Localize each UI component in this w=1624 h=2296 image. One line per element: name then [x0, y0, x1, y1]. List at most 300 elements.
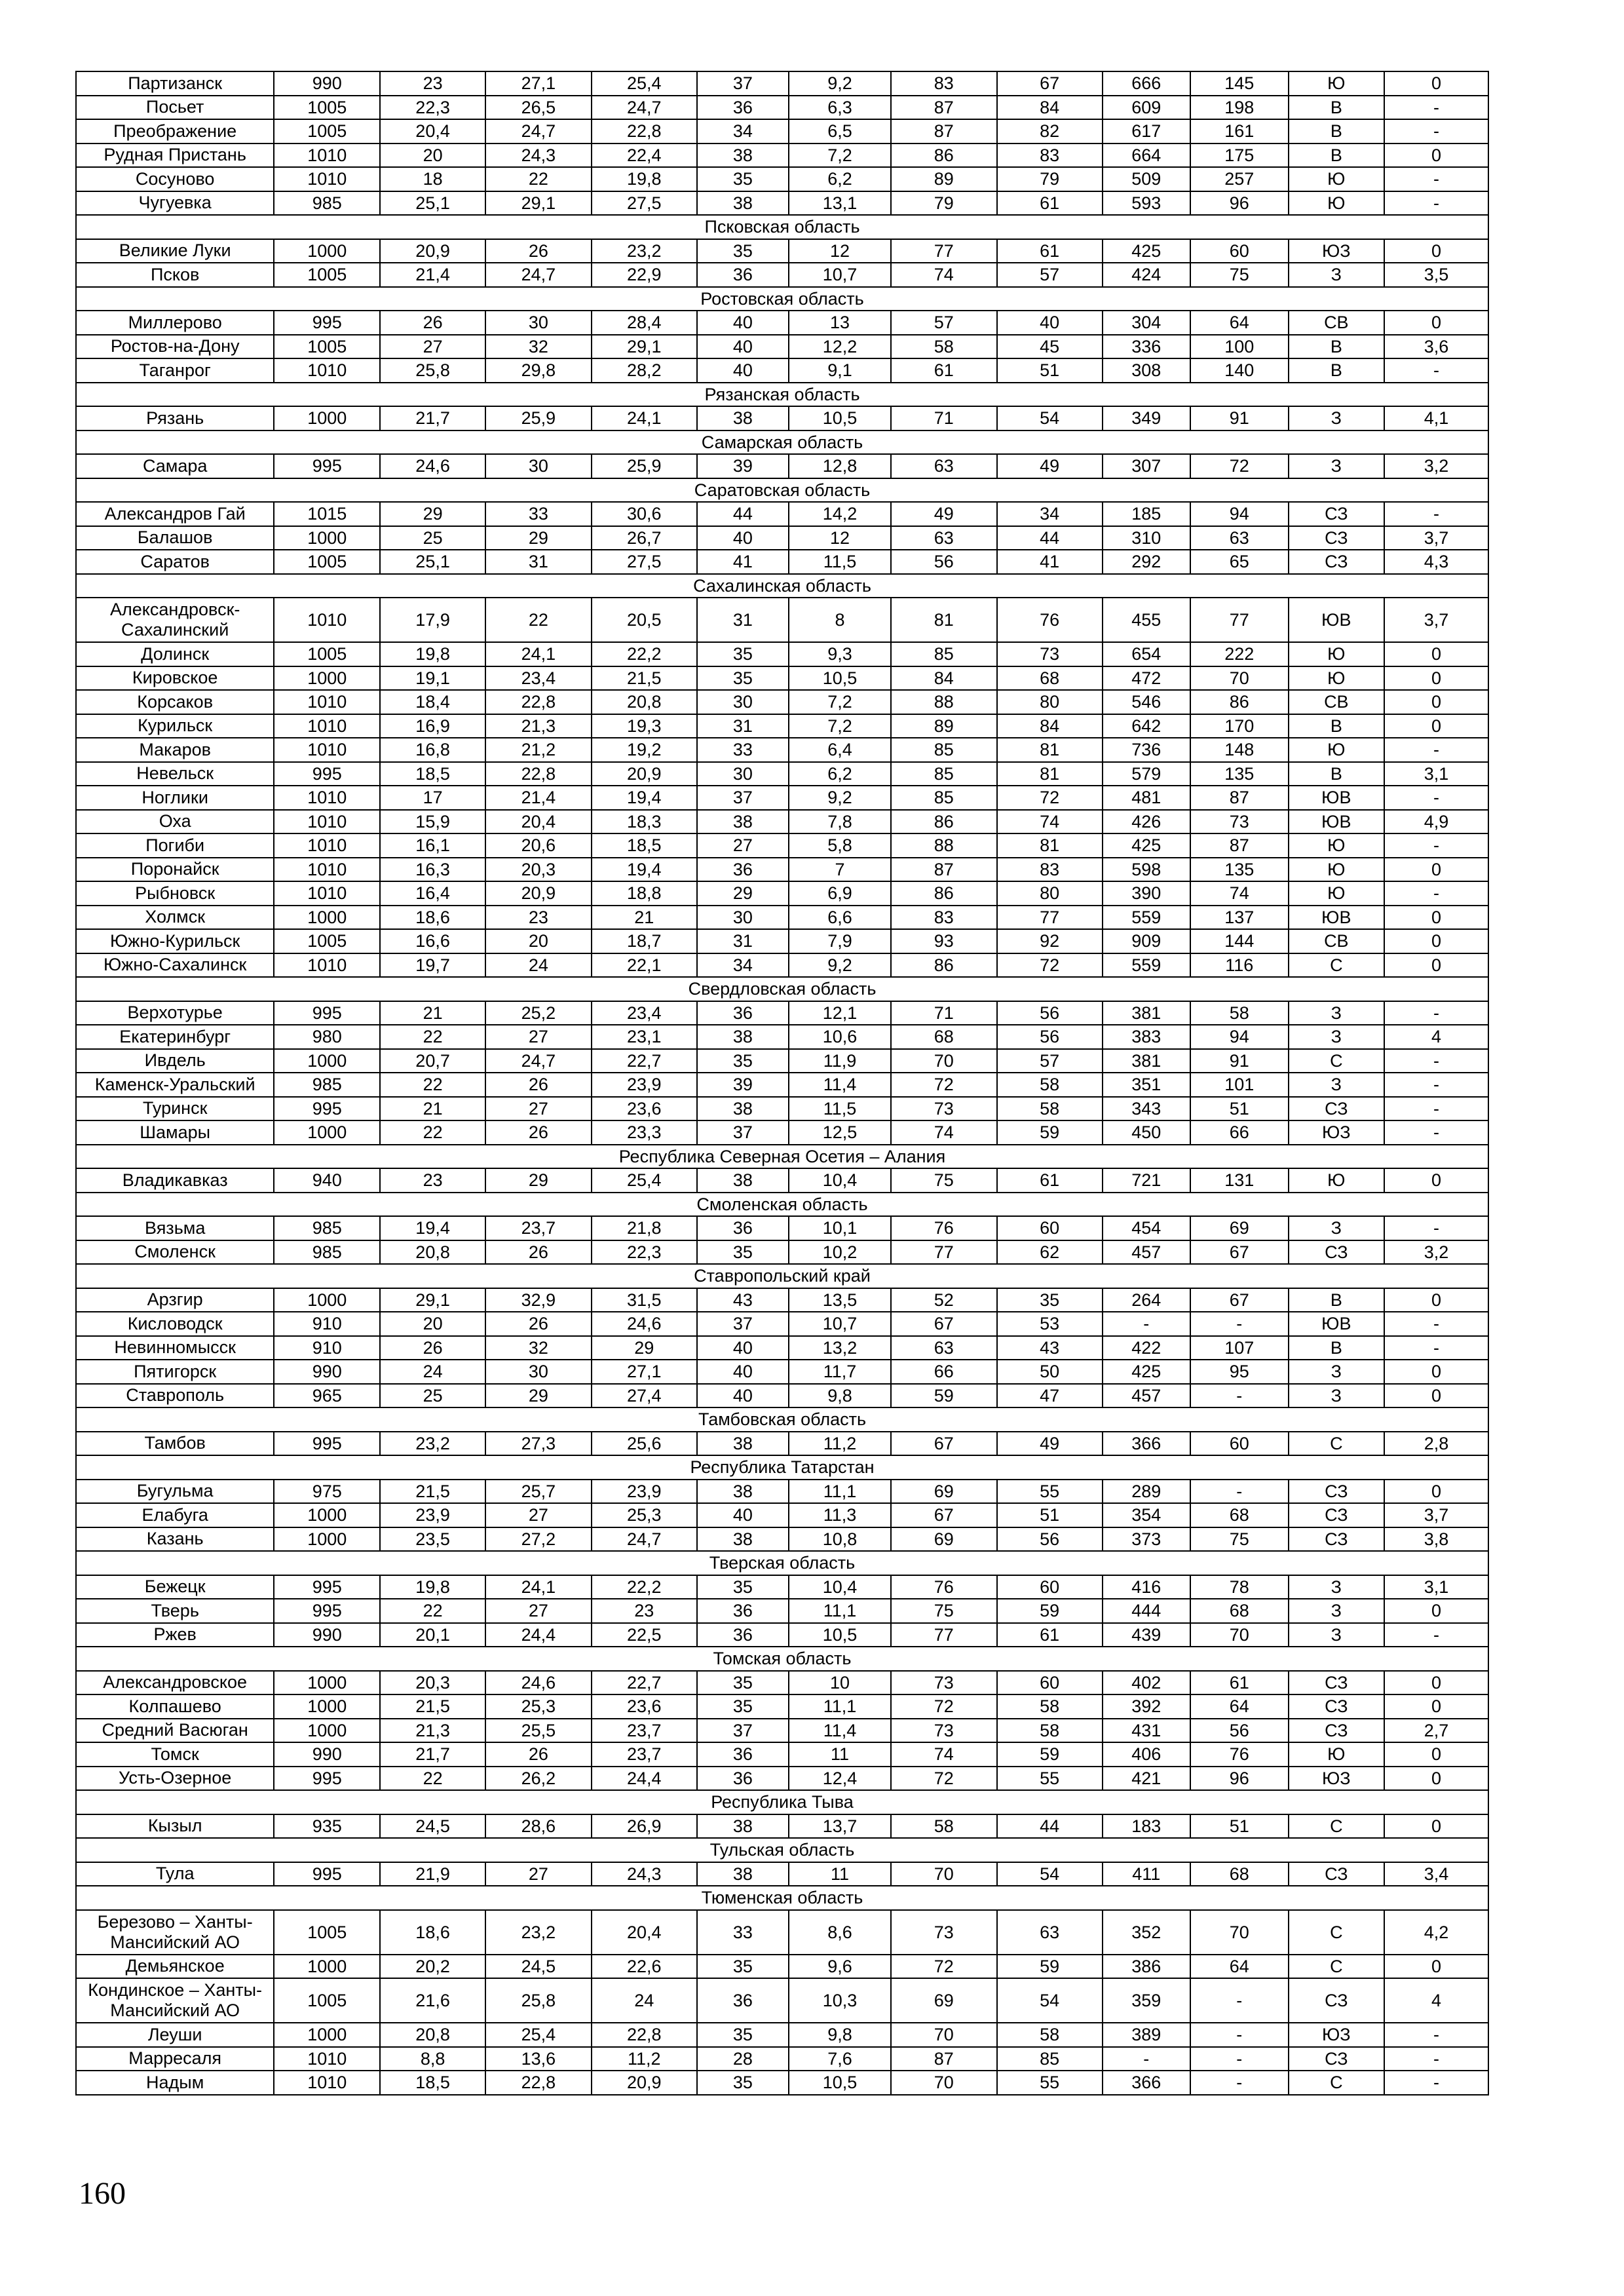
- table-cell: 75: [891, 1168, 997, 1193]
- table-cell: 425: [1103, 239, 1190, 263]
- station-name: Кызыл: [76, 1814, 274, 1839]
- table-cell: 0: [1384, 929, 1488, 953]
- station-name: Смоленск: [76, 1240, 274, 1265]
- table-cell: 140: [1190, 358, 1289, 383]
- table-cell: 25,9: [592, 454, 697, 478]
- table-cell: 25: [380, 526, 485, 550]
- table-cell: 1005: [274, 335, 380, 359]
- table-cell: 60: [997, 1216, 1103, 1240]
- table-cell: 85: [891, 642, 997, 666]
- table-cell: 26: [485, 1312, 592, 1336]
- table-cell: 22: [380, 1025, 485, 1049]
- table-cell: 5,8: [789, 833, 891, 858]
- table-cell: 3,1: [1384, 1575, 1488, 1599]
- table-cell: 0: [1384, 1288, 1488, 1312]
- table-cell: 25,8: [485, 1978, 592, 2023]
- table-cell: 63: [891, 526, 997, 550]
- table-cell: 38: [697, 144, 789, 168]
- table-cell: 6,2: [789, 762, 891, 786]
- table-cell: СЗ: [1289, 1503, 1385, 1527]
- station-name: Южно-Курильск: [76, 929, 274, 953]
- station-name: Невельск: [76, 762, 274, 786]
- table-cell: 57: [997, 263, 1103, 287]
- station-name: Надым: [76, 2071, 274, 2095]
- table-cell: 3,4: [1384, 1862, 1488, 1886]
- table-cell: 34: [997, 502, 1103, 526]
- table-cell: -: [1384, 191, 1488, 216]
- table-cell: 3,2: [1384, 1240, 1488, 1265]
- table-cell: 23,1: [592, 1025, 697, 1049]
- table-cell: 4,1: [1384, 406, 1488, 430]
- table-cell: 24,1: [592, 406, 697, 430]
- table-cell: 13: [789, 311, 891, 335]
- table-row: [76, 929, 1488, 953]
- table-cell: 86: [891, 881, 997, 906]
- region-title: Тульская область: [76, 1838, 1488, 1862]
- table-cell: 85: [997, 2047, 1103, 2071]
- table-cell: 22,2: [592, 1575, 697, 1599]
- table-cell: 38: [697, 810, 789, 834]
- station-name: Долинск: [76, 642, 274, 666]
- table-cell: 83: [891, 71, 997, 96]
- table-cell: 18,6: [380, 1910, 485, 1955]
- table-cell: 642: [1103, 714, 1190, 738]
- table-cell: 11,5: [789, 550, 891, 574]
- table-cell: 198: [1190, 96, 1289, 120]
- table-cell: 1000: [274, 526, 380, 550]
- table-cell: 87: [891, 96, 997, 120]
- table-cell: С: [1289, 1955, 1385, 1979]
- table-cell: 58: [997, 1097, 1103, 1121]
- table-cell: 455: [1103, 598, 1190, 642]
- table-cell: 67: [1190, 1288, 1289, 1312]
- table-cell: 11,3: [789, 1503, 891, 1527]
- table-cell: 87: [891, 2047, 997, 2071]
- table-cell: 381: [1103, 1049, 1190, 1073]
- table-cell: 20,3: [380, 1671, 485, 1695]
- table-cell: 20,9: [592, 762, 697, 786]
- table-cell: С: [1289, 1049, 1385, 1073]
- table-cell: СВ: [1289, 929, 1385, 953]
- table-cell: 21,4: [485, 786, 592, 810]
- table-cell: 20,4: [592, 1910, 697, 1955]
- station-name: Балашов: [76, 526, 274, 550]
- table-cell: 23,7: [592, 1719, 697, 1743]
- station-name: Александровск-Сахалинский: [76, 598, 274, 642]
- table-row: [76, 1814, 1488, 1839]
- table-cell: 64: [1190, 1694, 1289, 1719]
- table-cell: 0: [1384, 1168, 1488, 1193]
- table-cell: 10,4: [789, 1575, 891, 1599]
- station-name: Ноглики: [76, 786, 274, 810]
- table-cell: 77: [891, 239, 997, 263]
- table-cell: 19,7: [380, 953, 485, 978]
- table-cell: 1010: [274, 858, 380, 882]
- table-cell: 20,9: [380, 239, 485, 263]
- table-cell: 1005: [274, 929, 380, 953]
- region-title: Свердловская область: [76, 977, 1488, 1001]
- table-cell: -: [1384, 502, 1488, 526]
- table-row: [76, 598, 1488, 642]
- table-row: [76, 167, 1488, 191]
- table-cell: 32: [485, 1336, 592, 1360]
- table-cell: 23,7: [592, 1742, 697, 1767]
- table-cell: 0: [1384, 906, 1488, 930]
- table-cell: 27,3: [485, 1432, 592, 1456]
- station-name: Миллерово: [76, 311, 274, 335]
- table-cell: 29,1: [592, 335, 697, 359]
- table-cell: 454: [1103, 1216, 1190, 1240]
- table-cell: СВ: [1289, 311, 1385, 335]
- table-cell: 24: [485, 953, 592, 978]
- table-cell: 23,2: [380, 1432, 485, 1456]
- table-cell: 59: [997, 1955, 1103, 1979]
- table-cell: 7,2: [789, 144, 891, 168]
- table-cell: 27,4: [592, 1384, 697, 1408]
- table-cell: 354: [1103, 1503, 1190, 1527]
- table-cell: 61: [997, 1168, 1103, 1193]
- table-cell: 10,4: [789, 1168, 891, 1193]
- table-cell: 33: [485, 502, 592, 526]
- table-cell: 22,7: [592, 1671, 697, 1695]
- table-cell: 9,6: [789, 1955, 891, 1979]
- table-cell: 29: [485, 1384, 592, 1408]
- table-cell: 79: [891, 191, 997, 216]
- table-row: [76, 642, 1488, 666]
- table-cell: 21,3: [485, 714, 592, 738]
- table-cell: 3,7: [1384, 1503, 1488, 1527]
- table-cell: 10,3: [789, 1978, 891, 2023]
- table-cell: 96: [1190, 1767, 1289, 1791]
- table-cell: 995: [274, 1097, 380, 1121]
- station-name: Александров Гай: [76, 502, 274, 526]
- region-title: Псковская область: [76, 215, 1488, 239]
- table-cell: 389: [1103, 2023, 1190, 2047]
- table-cell: 22,3: [592, 1240, 697, 1265]
- table-cell: З: [1289, 454, 1385, 478]
- table-cell: 19,2: [592, 738, 697, 762]
- table-cell: 86: [1190, 690, 1289, 714]
- table-cell: 450: [1103, 1120, 1190, 1145]
- station-name: Колпашево: [76, 1694, 274, 1719]
- table-cell: 72: [997, 953, 1103, 978]
- table-cell: 3,1: [1384, 762, 1488, 786]
- table-cell: 58: [891, 1814, 997, 1839]
- station-name: Елабуга: [76, 1503, 274, 1527]
- table-cell: 94: [1190, 1025, 1289, 1049]
- table-cell: 69: [1190, 1216, 1289, 1240]
- table-cell: 21,5: [592, 666, 697, 691]
- table-cell: 50: [997, 1360, 1103, 1384]
- table-cell: 63: [891, 1336, 997, 1360]
- table-cell: 21,7: [380, 406, 485, 430]
- table-cell: 22,7: [592, 1049, 697, 1073]
- table-cell: 38: [697, 1814, 789, 1839]
- table-cell: 41: [997, 550, 1103, 574]
- table-cell: 11,4: [789, 1719, 891, 1743]
- table-cell: 86: [891, 953, 997, 978]
- table-cell: З: [1289, 406, 1385, 430]
- table-row: [76, 1862, 1488, 1886]
- table-cell: 70: [1190, 1623, 1289, 1647]
- table-cell: 24,3: [485, 144, 592, 168]
- table-cell: 7,8: [789, 810, 891, 834]
- table-row: [76, 1978, 1488, 2023]
- table-cell: В: [1289, 1336, 1385, 1360]
- table-cell: СЗ: [1289, 1719, 1385, 1743]
- table-cell: 38: [697, 1480, 789, 1504]
- station-name: Погиби: [76, 833, 274, 858]
- table-cell: 59: [891, 1384, 997, 1408]
- table-cell: 7: [789, 858, 891, 882]
- table-cell: 66: [891, 1360, 997, 1384]
- table-cell: 38: [697, 1025, 789, 1049]
- table-cell: 39: [697, 454, 789, 478]
- table-cell: Ю: [1289, 738, 1385, 762]
- table-cell: -: [1384, 358, 1488, 383]
- table-cell: 24: [380, 1360, 485, 1384]
- station-name: Чугуевка: [76, 191, 274, 216]
- table-cell: 27,5: [592, 550, 697, 574]
- page-number: 160: [79, 2176, 126, 2211]
- station-name: Средний Васюган: [76, 1719, 274, 1743]
- table-cell: 19,4: [592, 858, 697, 882]
- table-cell: 24,3: [592, 1862, 697, 1886]
- table-cell: 12,1: [789, 1001, 891, 1025]
- table-cell: 0: [1384, 666, 1488, 691]
- table-cell: 51: [997, 358, 1103, 383]
- table-cell: В: [1289, 144, 1385, 168]
- table-cell: 23,9: [592, 1073, 697, 1097]
- table-cell: 995: [274, 311, 380, 335]
- table-cell: 43: [997, 1336, 1103, 1360]
- table-cell: 12: [789, 239, 891, 263]
- table-cell: 86: [891, 144, 997, 168]
- table-cell: 23,2: [485, 1910, 592, 1955]
- table-cell: 1010: [274, 598, 380, 642]
- table-cell: 35: [697, 1955, 789, 1979]
- table-cell: 3,5: [1384, 263, 1488, 287]
- table-cell: Ю: [1289, 167, 1385, 191]
- table-cell: Ю: [1289, 858, 1385, 882]
- table-cell: 16,9: [380, 714, 485, 738]
- table-cell: 29: [592, 1336, 697, 1360]
- table-cell: ЮВ: [1289, 598, 1385, 642]
- table-cell: 1005: [274, 642, 380, 666]
- table-cell: 3,7: [1384, 598, 1488, 642]
- table-cell: 26: [485, 1073, 592, 1097]
- table-cell: 22: [380, 1599, 485, 1623]
- table-cell: 366: [1103, 2071, 1190, 2095]
- table-cell: 6,6: [789, 906, 891, 930]
- table-cell: СЗ: [1289, 2047, 1385, 2071]
- table-cell: 444: [1103, 1599, 1190, 1623]
- table-cell: -: [1384, 1336, 1488, 1360]
- table-cell: 12,5: [789, 1120, 891, 1145]
- table-cell: 52: [891, 1288, 997, 1312]
- station-name: Леуши: [76, 2023, 274, 2047]
- table-cell: 1005: [274, 96, 380, 120]
- table-cell: 910: [274, 1312, 380, 1336]
- table-cell: 27: [380, 335, 485, 359]
- table-cell: 53: [997, 1312, 1103, 1336]
- table-cell: 0: [1384, 1671, 1488, 1695]
- table-cell: 35: [697, 1575, 789, 1599]
- table-cell: 6,2: [789, 167, 891, 191]
- table-cell: 1000: [274, 1671, 380, 1695]
- table-cell: 31,5: [592, 1288, 697, 1312]
- table-cell: 84: [891, 666, 997, 691]
- table-cell: 990: [274, 1742, 380, 1767]
- table-cell: 509: [1103, 167, 1190, 191]
- table-cell: -: [1384, 2047, 1488, 2071]
- table-cell: 89: [891, 714, 997, 738]
- table-cell: -: [1384, 2071, 1488, 2095]
- table-cell: ЮВ: [1289, 810, 1385, 834]
- table-cell: 36: [697, 1599, 789, 1623]
- station-name: Великие Луки: [76, 239, 274, 263]
- table-cell: 985: [274, 191, 380, 216]
- table-cell: 73: [891, 1719, 997, 1743]
- table-cell: 26: [485, 239, 592, 263]
- table-cell: 1010: [274, 167, 380, 191]
- table-cell: 980: [274, 1025, 380, 1049]
- table-cell: 54: [997, 1978, 1103, 2023]
- table-cell: 57: [891, 311, 997, 335]
- table-cell: 63: [997, 1910, 1103, 1955]
- table-cell: 965: [274, 1384, 380, 1408]
- climate-data-table: [75, 71, 1489, 2095]
- table-cell: 20,6: [485, 833, 592, 858]
- table-cell: 0: [1384, 1742, 1488, 1767]
- table-cell: 617: [1103, 119, 1190, 144]
- table-cell: 19,8: [380, 1575, 485, 1599]
- table-row: [76, 906, 1488, 930]
- table-cell: 0: [1384, 71, 1488, 96]
- table-cell: 24,6: [592, 1312, 697, 1336]
- table-cell: 22,3: [380, 96, 485, 120]
- table-cell: В: [1289, 714, 1385, 738]
- table-cell: 4,9: [1384, 810, 1488, 834]
- table-cell: С: [1289, 953, 1385, 978]
- table-row: [76, 1001, 1488, 1025]
- table-cell: 25,7: [485, 1480, 592, 1504]
- station-name: Тула: [76, 1862, 274, 1886]
- table-cell: 87: [1190, 786, 1289, 810]
- table-cell: 37: [697, 1312, 789, 1336]
- table-cell: 20,4: [485, 810, 592, 834]
- table-cell: 61: [997, 1623, 1103, 1647]
- table-cell: 1000: [274, 1527, 380, 1552]
- table-cell: 36: [697, 1767, 789, 1791]
- table-cell: 9,2: [789, 71, 891, 96]
- table-cell: 20: [380, 1312, 485, 1336]
- table-cell: 49: [891, 502, 997, 526]
- table-row: [76, 550, 1488, 574]
- table-cell: 63: [891, 454, 997, 478]
- station-name: Ставрополь: [76, 1384, 274, 1408]
- station-name: Рыбновск: [76, 881, 274, 906]
- region-title: Тверская область: [76, 1551, 1488, 1575]
- table-cell: 1000: [274, 1694, 380, 1719]
- table-cell: 137: [1190, 906, 1289, 930]
- table-cell: З: [1289, 1001, 1385, 1025]
- table-cell: 4,2: [1384, 1910, 1488, 1955]
- table-cell: 71: [891, 1001, 997, 1025]
- table-cell: 70: [891, 2023, 997, 2047]
- table-cell: 425: [1103, 833, 1190, 858]
- table-cell: 10,5: [789, 666, 891, 691]
- table-cell: 21,5: [380, 1694, 485, 1719]
- region-header-row: [76, 977, 1488, 1001]
- table-cell: 20,9: [485, 881, 592, 906]
- table-cell: 30: [697, 690, 789, 714]
- table-cell: СЗ: [1289, 550, 1385, 574]
- table-cell: 51: [1190, 1814, 1289, 1839]
- table-cell: В: [1289, 96, 1385, 120]
- table-cell: 91: [1190, 406, 1289, 430]
- table-cell: 70: [1190, 666, 1289, 691]
- table-cell: 7,2: [789, 714, 891, 738]
- table-cell: 1010: [274, 2047, 380, 2071]
- table-cell: 33: [697, 1910, 789, 1955]
- table-cell: 73: [1190, 810, 1289, 834]
- table-cell: 80: [997, 690, 1103, 714]
- table-cell: 1000: [274, 1955, 380, 1979]
- station-name: Бежецк: [76, 1575, 274, 1599]
- table-row: [76, 1312, 1488, 1336]
- table-cell: 16,4: [380, 881, 485, 906]
- table-cell: 35: [697, 666, 789, 691]
- table-row: [76, 1671, 1488, 1695]
- table-cell: 37: [697, 786, 789, 810]
- table-cell: 23,4: [592, 1001, 697, 1025]
- table-cell: 7,9: [789, 929, 891, 953]
- table-row: [76, 1480, 1488, 1504]
- table-cell: 20: [380, 144, 485, 168]
- table-cell: 2,7: [1384, 1719, 1488, 1743]
- table-cell: 68: [891, 1025, 997, 1049]
- table-cell: 27: [485, 1862, 592, 1886]
- table-cell: 65: [1190, 550, 1289, 574]
- table-cell: 61: [997, 239, 1103, 263]
- region-title: Рязанская область: [76, 383, 1488, 407]
- table-cell: 27,1: [592, 1360, 697, 1384]
- table-cell: 75: [1190, 263, 1289, 287]
- table-cell: 4: [1384, 1025, 1488, 1049]
- table-cell: 76: [891, 1216, 997, 1240]
- table-cell: 44: [997, 526, 1103, 550]
- table-cell: 995: [274, 1432, 380, 1456]
- table-cell: 40: [697, 1384, 789, 1408]
- table-cell: 1000: [274, 239, 380, 263]
- table-row: [76, 2023, 1488, 2047]
- station-name: Кондинское – Ханты-Мансийский АО: [76, 1978, 274, 2023]
- table-cell: 9,3: [789, 642, 891, 666]
- table-row: [76, 858, 1488, 882]
- region-title: Саратовская область: [76, 478, 1488, 503]
- table-cell: 352: [1103, 1910, 1190, 1955]
- table-cell: 308: [1103, 358, 1190, 383]
- table-cell: 18,5: [380, 2071, 485, 2095]
- table-cell: 31: [485, 550, 592, 574]
- table-row: [76, 1432, 1488, 1456]
- table-cell: 35: [697, 642, 789, 666]
- region-header-row: [76, 1838, 1488, 1862]
- table-cell: 35: [697, 1240, 789, 1265]
- table-cell: 6,4: [789, 738, 891, 762]
- table-cell: 26: [485, 1120, 592, 1145]
